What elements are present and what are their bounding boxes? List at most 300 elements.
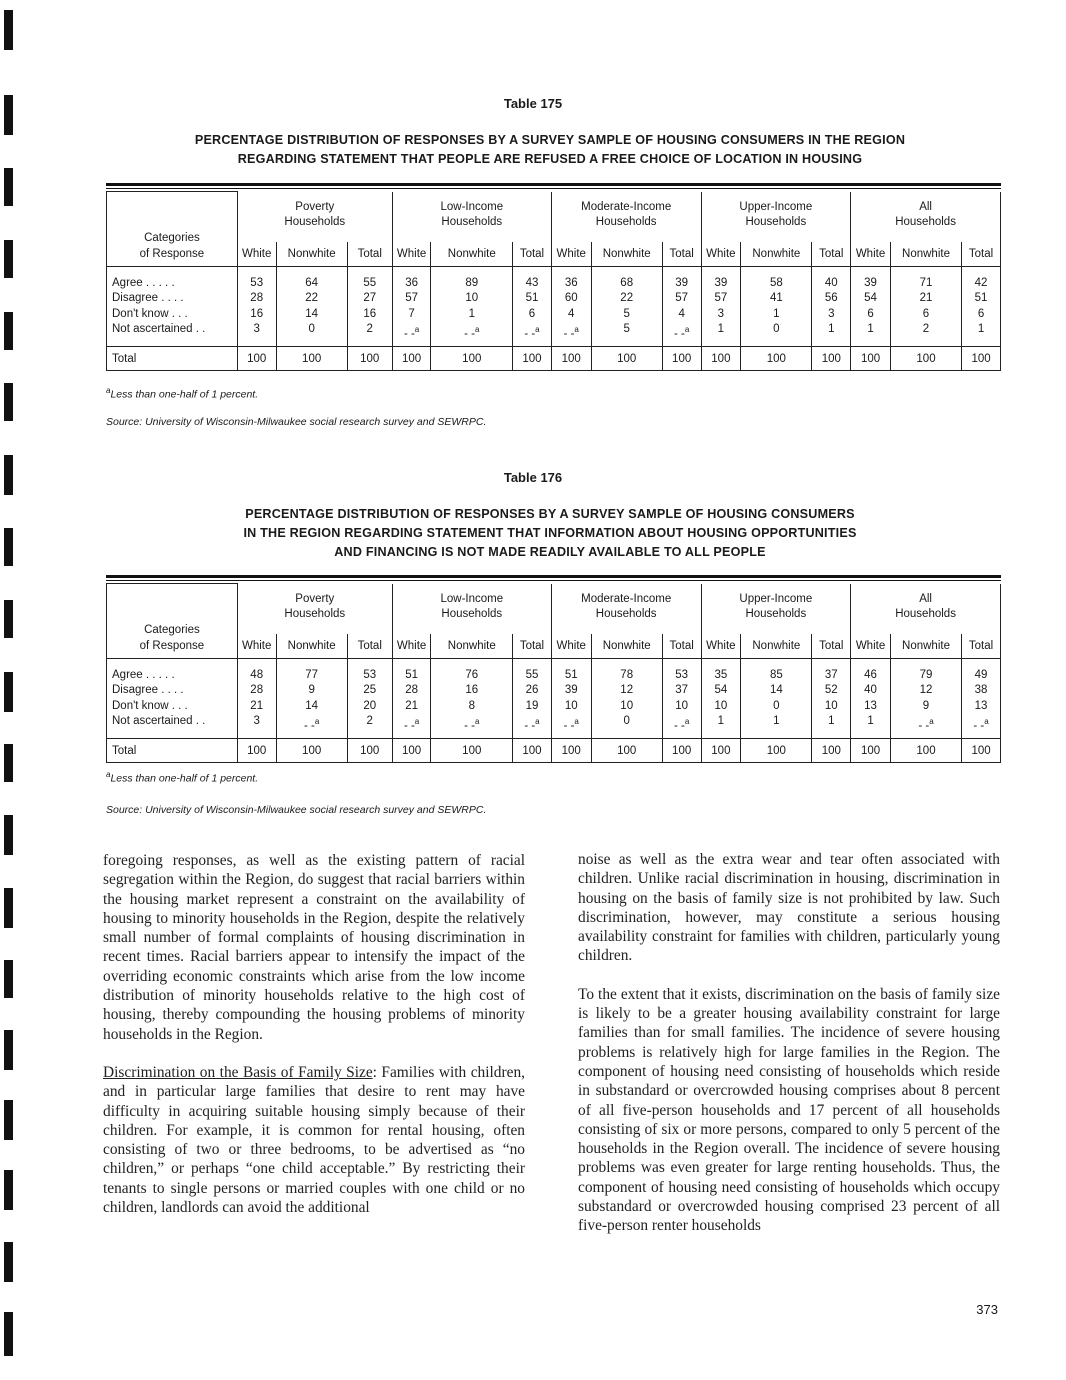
group-header-line: Households <box>284 215 346 228</box>
table-cell: 39 <box>564 684 578 696</box>
total-cell: 100 <box>347 347 392 371</box>
table-cell: 51 <box>564 668 578 681</box>
subcolumn-header: White <box>392 634 431 659</box>
value-column <box>431 273 513 347</box>
table-cell: 39 <box>714 276 728 289</box>
binding-bar <box>4 1242 13 1282</box>
value-column <box>662 665 701 739</box>
subcolumn-header: Nonwhite <box>591 634 662 659</box>
dash-mark: - - <box>918 719 930 732</box>
total-cell: 100 <box>347 739 392 763</box>
category-label: Agree . . . . . <box>112 668 175 681</box>
binding-bar <box>4 744 13 782</box>
total-cell: 100 <box>662 347 701 371</box>
value-column <box>392 665 431 739</box>
value-column <box>431 665 513 739</box>
binding-bar <box>4 168 13 206</box>
total-cell: 100 <box>513 347 552 371</box>
table-cell: 42 <box>974 276 988 289</box>
subcolumn-header: Total <box>662 634 701 659</box>
table-cell: 43 <box>525 276 539 289</box>
table-cell: 14 <box>305 307 319 320</box>
table-cell: 8 <box>468 699 475 712</box>
total-cell: 100 <box>701 347 741 371</box>
table-cell <box>431 322 512 342</box>
value-column <box>851 665 891 739</box>
group-header <box>392 584 551 634</box>
subcolumn-header: Nonwhite <box>890 634 961 659</box>
table-cell: 9 <box>922 699 930 712</box>
table-cell: 55 <box>363 276 377 289</box>
value-column <box>551 665 591 739</box>
group-header <box>701 584 851 634</box>
subcolumn-header: Nonwhite <box>431 242 513 267</box>
binding-bar <box>4 1170 13 1210</box>
group-header <box>237 584 392 634</box>
group-header-line: Households <box>441 215 503 228</box>
table-cell: 6 <box>922 307 930 320</box>
table-cell: 0 <box>773 323 780 335</box>
value-column <box>812 273 851 347</box>
group-header <box>237 192 392 242</box>
dash-mark: - - <box>403 327 415 340</box>
table-cell: 10 <box>620 699 634 712</box>
table-cell: 57 <box>405 292 418 304</box>
subcolumn-header: Nonwhite <box>741 242 812 267</box>
table-cell <box>891 714 961 734</box>
value-column <box>347 665 392 739</box>
total-cell: 100 <box>591 347 662 371</box>
table-cell: 9 <box>308 684 315 696</box>
subcolumn-header: Total <box>513 242 552 267</box>
table-cell: 22 <box>620 292 634 304</box>
category-label: Not ascertained . . <box>112 715 206 727</box>
dash-mark: - - <box>673 327 685 340</box>
table-cell: 25 <box>363 684 377 696</box>
table-cell: 14 <box>769 684 783 696</box>
table-cell: 6 <box>977 307 985 320</box>
table-cell: 53 <box>363 668 377 681</box>
total-cell: 100 <box>890 739 961 763</box>
table-cell: 35 <box>714 668 728 681</box>
group-header-line: Households <box>441 607 503 620</box>
table-cell: 46 <box>864 668 877 681</box>
subcolumn-header: Total <box>962 634 1001 659</box>
table-cell: 21 <box>919 292 933 304</box>
data-rows <box>107 273 1001 347</box>
category-header <box>107 192 238 267</box>
binding-bar <box>4 960 13 998</box>
subcolumn-header: Total <box>347 242 392 267</box>
group-header-line: All <box>919 592 932 605</box>
section-heading: Discrimination on the Basis of Family Size <box>103 1063 373 1081</box>
dash-mark: - - <box>303 719 315 732</box>
table-cell: 78 <box>620 668 634 681</box>
footnote-marker: a <box>684 325 690 334</box>
value-column <box>701 665 741 739</box>
table-cell: 85 <box>769 668 783 681</box>
total-cell: 100 <box>276 347 347 371</box>
table-cell: 10 <box>714 699 728 712</box>
total-row <box>107 347 1001 371</box>
table-cell: 40 <box>824 276 838 289</box>
table-cell: 71 <box>919 276 933 289</box>
table-176-caption <box>120 505 980 562</box>
footnote-marker: a <box>414 325 420 334</box>
value-column <box>591 665 662 739</box>
caption-line: IN THE REGION REGARDING STATEMENT THAT INFORMATION ABOUT HOUSING OPPORTUNITIES <box>243 526 857 540</box>
table-176-top-rule-thin <box>106 580 1001 581</box>
table-cell: 57 <box>714 292 728 304</box>
binding-bar <box>4 815 13 855</box>
table-cell: 51 <box>974 292 988 304</box>
binding-bar <box>4 600 13 638</box>
subcolumn-header: White <box>701 242 741 267</box>
table-cell: 1 <box>717 715 725 727</box>
value-column <box>591 273 662 347</box>
group-header <box>851 584 1001 634</box>
table-176-source: Source: University of Wisconsin-Milwaukee social research survey and SEWRPC. <box>106 804 487 816</box>
paragraph: noise as well as the extra wear and tear often associated with children. Unlike racial discrimination in housing, discrimination in housing on the basis of family size is not prohibited by law. Such discrimination, however, may constitute a serious housing availability constraint for families with children, particularly young children. <box>578 851 1000 965</box>
dash-mark: - - <box>563 327 575 340</box>
subcolumn-header: Total <box>513 634 552 659</box>
table-cell: 1 <box>717 323 725 335</box>
subcolumn-header: Nonwhite <box>741 634 812 659</box>
paragraph: Discrimination on the Basis of Family Size: Families with children, and in particular large families that desire to rent may have difficulty in acquiring suitable housing simply because of their children. For example, it is common for rental housing, often consisting of two or three bedrooms, to be advertised as “no children,” or perhaps “one child acceptable.” By restricting their tenants to single persons or married couples with one child or no children, landlords can avoid the additional <box>103 1063 526 1217</box>
subcolumn-header: Total <box>347 634 392 659</box>
table-cell: 77 <box>305 668 319 681</box>
table-cell: 51 <box>525 292 539 304</box>
value-column <box>812 665 851 739</box>
table-cell: 5 <box>623 307 630 320</box>
total-cell: 100 <box>741 347 812 371</box>
table-176 <box>106 583 1001 763</box>
subcolumn-header: Nonwhite <box>276 242 347 267</box>
table-cell: 89 <box>465 276 479 289</box>
table-cell: 1 <box>977 323 985 335</box>
total-cell: 100 <box>741 739 812 763</box>
table-cell: 10 <box>675 699 689 712</box>
group-header-line: Poverty <box>295 200 335 213</box>
footnote-marker: a <box>314 717 320 726</box>
table-175-source: Source: University of Wisconsin-Milwaukee social research survey and SEWRPC. <box>106 416 487 428</box>
subcolumn-header: Total <box>812 242 851 267</box>
value-column <box>551 273 591 347</box>
group-header-line: Households <box>284 607 346 620</box>
total-cell: 100 <box>551 739 591 763</box>
category-header-line: Categories <box>144 623 200 636</box>
binding-bar <box>4 312 13 350</box>
table-cell: 68 <box>620 276 634 289</box>
total-cell: 100 <box>851 347 891 371</box>
table-cell: 4 <box>678 307 685 320</box>
value-column <box>851 273 891 347</box>
dash-mark: - - <box>673 719 685 732</box>
table-cell: 16 <box>363 307 377 320</box>
binding-bar <box>4 888 13 928</box>
footnote-marker: a <box>414 717 420 726</box>
value-column <box>741 273 812 347</box>
group-header-line: Households <box>595 215 657 228</box>
group-header-line: Households <box>895 607 956 620</box>
table-cell: 41 <box>769 292 783 304</box>
value-column <box>890 665 961 739</box>
table-175 <box>106 191 1001 371</box>
table-cell: 12 <box>919 684 933 696</box>
value-column <box>347 273 392 347</box>
footnote-marker: a <box>684 717 690 726</box>
category-column <box>107 665 238 739</box>
table-cell: 37 <box>675 684 689 696</box>
table-cell: 3 <box>253 323 260 335</box>
table-cell <box>277 714 347 734</box>
category-header-line: of Response <box>139 247 205 260</box>
group-header-line: Low-Income <box>440 200 504 213</box>
table-cell: 0 <box>773 699 780 712</box>
data-rows <box>107 665 1001 739</box>
table-cell: 7 <box>408 307 415 320</box>
table-cell: 3 <box>828 307 835 320</box>
total-label: Total <box>107 347 238 371</box>
total-cell: 100 <box>890 347 961 371</box>
table-cell: 39 <box>864 276 877 289</box>
dash-mark: - - <box>464 327 475 340</box>
table-176-footnote: $^a$Less than one-half of 1 percent. <box>106 770 259 785</box>
footnote-marker: a <box>535 325 540 334</box>
total-cell: 100 <box>662 739 701 763</box>
table-cell <box>663 714 701 734</box>
total-row <box>107 739 1001 763</box>
dash-mark: - - <box>524 327 536 340</box>
table-175-top-rule <box>106 183 1001 186</box>
caption-line: PERCENTAGE DISTRIBUTION OF RESPONSES BY A SURVEY SAMPLE OF HOUSING CONSUMERS IN THE REGION <box>194 133 906 147</box>
table-cell: 1 <box>773 715 780 727</box>
table-cell: 57 <box>675 292 689 304</box>
table-cell: 28 <box>250 684 264 696</box>
table-cell: 28 <box>405 684 418 696</box>
value-column <box>701 273 741 347</box>
group-header-line: Households <box>895 215 956 228</box>
footnote-marker: a <box>535 717 540 726</box>
table-cell: 1 <box>828 715 835 727</box>
table-cell: 5 <box>623 323 630 335</box>
group-header-line: Moderate-Income <box>581 200 672 213</box>
group-header-line: Poverty <box>295 592 335 605</box>
value-column <box>741 665 812 739</box>
table-cell: 13 <box>974 699 988 712</box>
binding-bar <box>4 1100 13 1140</box>
page-number: 373 <box>976 1302 998 1317</box>
value-column <box>276 273 347 347</box>
table-175-footnote: $^a$Less than one-half of 1 percent. <box>106 386 259 401</box>
table-cell: 76 <box>465 668 479 681</box>
subcolumn-header: White <box>851 634 891 659</box>
table-cell <box>393 322 431 342</box>
table-175-top-rule-thin <box>106 188 1001 189</box>
group-header-line: Upper-Income <box>739 200 813 213</box>
group-header-line: Upper-Income <box>739 592 813 605</box>
category-label: Not ascertained . . <box>112 323 206 335</box>
value-column <box>513 665 552 739</box>
subheader-row <box>107 634 1001 659</box>
footnote-marker: a <box>574 325 579 334</box>
footnote-marker: a <box>474 717 480 726</box>
total-cell: 100 <box>812 347 851 371</box>
subcolumn-header: White <box>551 242 591 267</box>
table-cell: 2 <box>366 715 373 727</box>
table-cell: 22 <box>305 292 319 304</box>
table-cell: 40 <box>864 684 877 696</box>
footnote-marker: a <box>929 717 934 726</box>
table-cell: 1 <box>867 715 874 727</box>
table-cell: 54 <box>714 684 728 696</box>
caption-line: REGARDING STATEMENT THAT PEOPLE ARE REFUSED A FREE CHOICE OF LOCATION IN HOUSING <box>237 152 863 166</box>
table-cell <box>393 714 431 734</box>
value-column <box>662 273 701 347</box>
total-cell: 100 <box>551 347 591 371</box>
paragraph: foregoing responses, as well as the existing pattern of racial segregation within the Region, do suggest that racial barriers within the housing market represent a constraint on the availability of housing to minority households in the Region, despite the relatively small number of formal complaints of housing discrimination in recent times. Racial barriers appear to intensify the impact of the overriding economic constraints which arise from the low income distribution of minority households relative to the high cost of housing, thereby compounding the housing problems of minority households in the Region. <box>103 852 525 1043</box>
footnote-marker: a <box>474 325 480 334</box>
binding-bar <box>4 672 13 712</box>
value-column <box>890 273 961 347</box>
total-cell: 100 <box>392 739 431 763</box>
table-cell <box>431 714 512 734</box>
right-column <box>578 850 1000 1236</box>
table-cell: 52 <box>824 684 838 696</box>
category-label: Don't know . . . <box>112 307 188 320</box>
caption-line: AND FINANCING IS NOT MADE READILY AVAILABLE TO ALL PEOPLE <box>334 545 766 559</box>
table-cell <box>552 714 591 734</box>
table-cell: 2 <box>366 323 373 335</box>
group-header <box>851 192 1001 242</box>
table-cell <box>513 322 551 342</box>
table-cell: 3 <box>717 307 725 320</box>
total-label: Total <box>107 739 238 763</box>
dash-mark: - - <box>524 719 536 732</box>
table-cell: 48 <box>250 668 264 681</box>
table-cell: 0 <box>623 715 630 727</box>
subcolumn-header: White <box>392 242 431 267</box>
subcolumn-header: White <box>851 242 891 267</box>
subcolumn-header: Total <box>962 242 1001 267</box>
table-cell: 60 <box>564 292 578 304</box>
table-176-top-rule <box>106 575 1001 578</box>
table-cell: 20 <box>363 699 377 712</box>
table-cell: 36 <box>405 276 418 289</box>
table-176-label: Table 176 <box>503 470 563 485</box>
group-header-line: Households <box>745 607 807 620</box>
table-cell: 14 <box>305 699 319 712</box>
table-cell: 36 <box>564 276 578 289</box>
subcolumn-header: Nonwhite <box>591 242 662 267</box>
subcolumn-header: Nonwhite <box>276 634 347 659</box>
table-cell: 1 <box>468 307 475 320</box>
group-header <box>392 192 551 242</box>
subcolumn-header: Nonwhite <box>431 634 513 659</box>
category-header-line: of Response <box>139 639 205 652</box>
table-cell: 3 <box>253 715 260 727</box>
total-cell: 100 <box>513 739 552 763</box>
table-cell: 49 <box>974 668 988 681</box>
subheader-row <box>107 242 1001 267</box>
table-cell: 4 <box>568 307 575 320</box>
table-cell: 13 <box>864 699 877 712</box>
subcolumn-header: White <box>237 242 276 267</box>
header-row <box>107 192 1001 242</box>
total-cell: 100 <box>276 739 347 763</box>
subcolumn-header: White <box>237 634 276 659</box>
group-header-line: Low-Income <box>440 592 504 605</box>
table-cell: 2 <box>922 323 930 335</box>
table-cell: 53 <box>675 668 689 681</box>
binding-bar <box>4 1312 13 1356</box>
table-cell: 21 <box>250 699 264 712</box>
subcolumn-header: Total <box>812 634 851 659</box>
table-cell: 38 <box>974 684 988 696</box>
group-header-line: All <box>919 200 932 213</box>
table-175-label: Table 175 <box>503 96 563 111</box>
table-175-caption <box>120 131 980 169</box>
table-cell: 10 <box>465 292 479 304</box>
total-cell: 100 <box>431 739 513 763</box>
category-label: Disagree . . . . <box>112 292 184 304</box>
subcolumn-header: Nonwhite <box>890 242 961 267</box>
dash-mark: - - <box>403 719 415 732</box>
table-cell: 37 <box>824 668 838 681</box>
binding-bar <box>4 383 13 421</box>
category-label: Disagree . . . . <box>112 684 184 696</box>
table-cell: 16 <box>465 684 479 696</box>
dash-mark: - - <box>973 719 985 732</box>
subcolumn-header: Total <box>662 242 701 267</box>
total-cell: 100 <box>812 739 851 763</box>
table-cell: 10 <box>824 699 838 712</box>
table-cell: 1 <box>773 307 780 320</box>
table-cell: 0 <box>308 323 315 335</box>
group-header-line: Households <box>595 607 657 620</box>
total-cell: 100 <box>701 739 741 763</box>
binding-bar <box>4 1030 13 1070</box>
table-cell: 53 <box>250 276 264 289</box>
value-column <box>276 665 347 739</box>
total-cell: 100 <box>237 739 276 763</box>
table-cell: 51 <box>405 668 418 681</box>
table-cell: 54 <box>864 292 877 304</box>
group-header <box>551 584 701 634</box>
dash-mark: - - <box>464 719 475 732</box>
header-row <box>107 584 1001 634</box>
table-cell: 16 <box>250 307 264 320</box>
binding-bar <box>4 528 13 566</box>
binding-bar <box>4 10 13 50</box>
caption-line: PERCENTAGE DISTRIBUTION OF RESPONSES BY A SURVEY SAMPLE OF HOUSING CONSUMERS <box>245 507 855 521</box>
total-cell: 100 <box>962 739 1001 763</box>
table-cell: 55 <box>525 668 539 681</box>
group-header-line: Households <box>745 215 807 228</box>
group-header <box>701 192 851 242</box>
value-column <box>513 273 552 347</box>
table-cell: 79 <box>919 668 933 681</box>
table-cell: 58 <box>769 276 783 289</box>
group-header-line: Moderate-Income <box>581 592 672 605</box>
table-cell: 27 <box>363 292 377 304</box>
table-cell: 12 <box>620 684 634 696</box>
total-cell: 100 <box>431 347 513 371</box>
table-cell <box>962 714 1000 734</box>
category-header <box>107 584 238 659</box>
table-cell: 64 <box>305 276 319 289</box>
table-cell <box>663 322 701 342</box>
